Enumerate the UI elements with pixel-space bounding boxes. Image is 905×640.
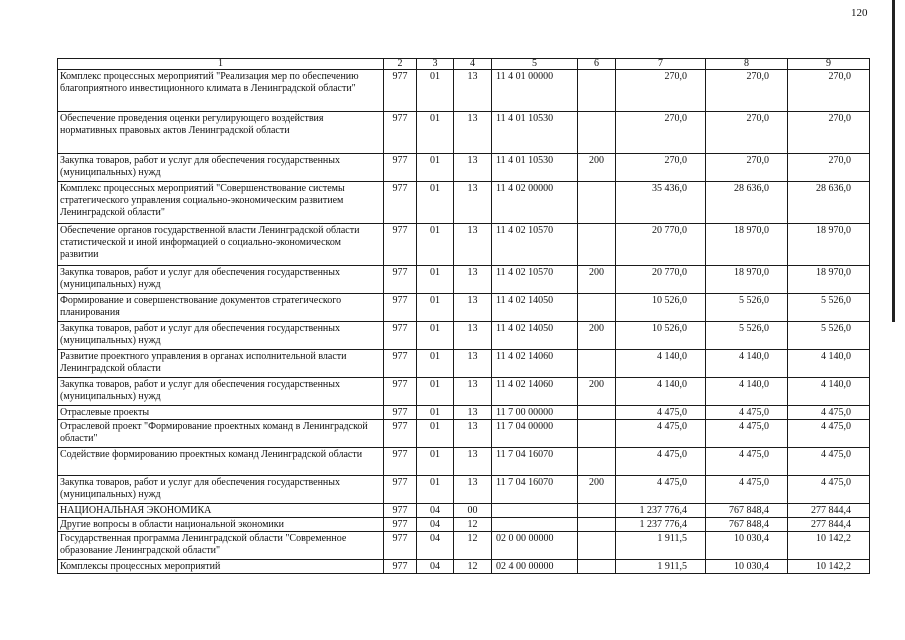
row-name-cell: Содействие формированию проектных команд Ленинградской области [58, 448, 384, 476]
table-row [58, 406, 870, 420]
section-code-cell: 01 [417, 406, 454, 420]
amount-cell-3: 4 140,0 [788, 350, 870, 378]
section-code-cell: 01 [417, 154, 454, 182]
amount-cell-1: 35 436,0 [616, 182, 706, 224]
row-name-cell: Государственная программа Ленинградской области "Современное образование Ленинградской области" [58, 532, 384, 560]
expense-type-cell [578, 112, 616, 154]
amount-cell-2: 18 970,0 [706, 224, 788, 266]
amount-cell-3: 28 636,0 [788, 182, 870, 224]
table-row [58, 224, 870, 266]
expense-type-cell [578, 532, 616, 560]
subsection-code-cell: 13 [454, 448, 492, 476]
section-code-cell: 01 [417, 476, 454, 504]
subsection-code-cell: 13 [454, 350, 492, 378]
section-code-cell: 04 [417, 504, 454, 518]
amount-cell-1: 270,0 [616, 70, 706, 112]
subsection-code-cell: 12 [454, 560, 492, 574]
target-article-cell: 11 4 02 14050 [492, 322, 578, 350]
row-name-cell: Развитие проектного управления в органах исполнительной власти Ленинградской области [58, 350, 384, 378]
amount-cell-2: 5 526,0 [706, 322, 788, 350]
amount-cell-2: 4 475,0 [706, 448, 788, 476]
row-name-cell: Закупка товаров, работ и услуг для обеспечения государственных (муниципальных) нужд [58, 322, 384, 350]
amount-cell-1: 1 911,5 [616, 532, 706, 560]
header-cell: 3 [417, 59, 454, 70]
amount-cell-2: 4 475,0 [706, 406, 788, 420]
target-article-cell [492, 518, 578, 532]
target-article-cell: 11 4 02 00000 [492, 182, 578, 224]
header-cell: 9 [788, 59, 870, 70]
amount-cell-1: 270,0 [616, 112, 706, 154]
subsection-code-cell: 13 [454, 406, 492, 420]
subsection-code-cell: 00 [454, 504, 492, 518]
amount-cell-2: 10 030,4 [706, 532, 788, 560]
row-name-cell: Закупка товаров, работ и услуг для обеспечения государственных (муниципальных) нужд [58, 154, 384, 182]
row-name-cell: Обеспечение проведения оценки регулирующего воздействия нормативных правовых актов Ленинградской области [58, 112, 384, 154]
expense-type-cell [578, 560, 616, 574]
expense-type-cell: 200 [578, 154, 616, 182]
target-article-cell [492, 504, 578, 518]
section-code-cell: 01 [417, 322, 454, 350]
amount-cell-1: 4 475,0 [616, 420, 706, 448]
amount-cell-2: 767 848,4 [706, 504, 788, 518]
subsection-code-cell: 13 [454, 70, 492, 112]
row-name-cell: Отраслевые проекты [58, 406, 384, 420]
expense-type-cell: 200 [578, 266, 616, 294]
expense-type-cell [578, 350, 616, 378]
section-code-cell: 01 [417, 378, 454, 406]
amount-cell-2: 270,0 [706, 154, 788, 182]
ministry-code-cell: 977 [384, 532, 417, 560]
amount-cell-1: 4 140,0 [616, 350, 706, 378]
amount-cell-3: 5 526,0 [788, 294, 870, 322]
target-article-cell: 11 4 01 10530 [492, 112, 578, 154]
target-article-cell: 11 4 02 10570 [492, 224, 578, 266]
amount-cell-1: 4 475,0 [616, 476, 706, 504]
header-cell: 5 [492, 59, 578, 70]
subsection-code-cell: 13 [454, 182, 492, 224]
expense-type-cell [578, 294, 616, 322]
table-row [58, 420, 870, 448]
amount-cell-1: 4 475,0 [616, 448, 706, 476]
ministry-code-cell: 977 [384, 476, 417, 504]
subsection-code-cell: 13 [454, 322, 492, 350]
table-row [58, 266, 870, 294]
expense-type-cell [578, 518, 616, 532]
amount-cell-3: 5 526,0 [788, 322, 870, 350]
row-name-cell: Закупка товаров, работ и услуг для обеспечения государственных (муниципальных) нужд [58, 266, 384, 294]
expense-type-cell: 200 [578, 476, 616, 504]
amount-cell-3: 270,0 [788, 154, 870, 182]
amount-cell-2: 28 636,0 [706, 182, 788, 224]
ministry-code-cell: 977 [384, 322, 417, 350]
row-name-cell: Другие вопросы в области национальной экономики [58, 518, 384, 532]
amount-cell-3: 270,0 [788, 70, 870, 112]
subsection-code-cell: 13 [454, 224, 492, 266]
target-article-cell: 11 7 04 16070 [492, 448, 578, 476]
amount-cell-2: 18 970,0 [706, 266, 788, 294]
amount-cell-3: 4 475,0 [788, 476, 870, 504]
ministry-code-cell: 977 [384, 560, 417, 574]
target-article-cell: 11 4 01 00000 [492, 70, 578, 112]
section-code-cell: 01 [417, 294, 454, 322]
target-article-cell: 11 4 01 10530 [492, 154, 578, 182]
amount-cell-2: 270,0 [706, 70, 788, 112]
table-row [58, 70, 870, 112]
table-row [58, 294, 870, 322]
target-article-cell: 11 4 02 14060 [492, 378, 578, 406]
amount-cell-1: 1 237 776,4 [616, 518, 706, 532]
amount-cell-2: 270,0 [706, 112, 788, 154]
ministry-code-cell: 977 [384, 420, 417, 448]
amount-cell-3: 10 142,2 [788, 560, 870, 574]
table-row [58, 560, 870, 574]
target-article-cell: 11 7 04 00000 [492, 420, 578, 448]
ministry-code-cell: 977 [384, 294, 417, 322]
expense-type-cell [578, 182, 616, 224]
amount-cell-1: 10 526,0 [616, 294, 706, 322]
amount-cell-3: 4 475,0 [788, 448, 870, 476]
ministry-code-cell: 977 [384, 154, 417, 182]
ministry-code-cell: 977 [384, 378, 417, 406]
section-code-cell: 01 [417, 70, 454, 112]
amount-cell-3: 10 142,2 [788, 532, 870, 560]
amount-cell-2: 4 140,0 [706, 350, 788, 378]
ministry-code-cell: 977 [384, 70, 417, 112]
table-row [58, 476, 870, 504]
subsection-code-cell: 13 [454, 266, 492, 294]
table-row [58, 322, 870, 350]
amount-cell-1: 4 475,0 [616, 406, 706, 420]
subsection-code-cell: 13 [454, 378, 492, 406]
target-article-cell: 11 4 02 14050 [492, 294, 578, 322]
section-code-cell: 01 [417, 112, 454, 154]
scan-edge-mark [892, 0, 895, 322]
amount-cell-3: 4 475,0 [788, 406, 870, 420]
section-code-cell: 01 [417, 448, 454, 476]
amount-cell-1: 20 770,0 [616, 266, 706, 294]
target-article-cell: 11 7 00 00000 [492, 406, 578, 420]
amount-cell-2: 4 475,0 [706, 420, 788, 448]
table-row [58, 518, 870, 532]
expense-type-cell [578, 70, 616, 112]
table-row [58, 112, 870, 154]
section-code-cell: 01 [417, 224, 454, 266]
ministry-code-cell: 977 [384, 518, 417, 532]
table-row [58, 448, 870, 476]
amount-cell-3: 270,0 [788, 112, 870, 154]
amount-cell-1: 1 911,5 [616, 560, 706, 574]
row-name-cell: НАЦИОНАЛЬНАЯ ЭКОНОМИКА [58, 504, 384, 518]
header-cell: 7 [616, 59, 706, 70]
subsection-code-cell: 13 [454, 294, 492, 322]
row-name-cell: Закупка товаров, работ и услуг для обеспечения государственных (муниципальных) нужд [58, 476, 384, 504]
amount-cell-3: 4 140,0 [788, 378, 870, 406]
amount-cell-2: 10 030,4 [706, 560, 788, 574]
table-row [58, 154, 870, 182]
amount-cell-3: 4 475,0 [788, 420, 870, 448]
amount-cell-2: 5 526,0 [706, 294, 788, 322]
amount-cell-1: 20 770,0 [616, 224, 706, 266]
header-cell: 1 [58, 59, 384, 70]
amount-cell-2: 4 140,0 [706, 378, 788, 406]
subsection-code-cell: 13 [454, 112, 492, 154]
ministry-code-cell: 977 [384, 504, 417, 518]
subsection-code-cell: 13 [454, 476, 492, 504]
amount-cell-3: 18 970,0 [788, 224, 870, 266]
row-name-cell: Комплекс процессных мероприятий "Реализация мер по обеспечению благоприятного инвестиционного климата в Ленинградской области" [58, 70, 384, 112]
table-row [58, 532, 870, 560]
subsection-code-cell: 12 [454, 518, 492, 532]
header-cell: 8 [706, 59, 788, 70]
ministry-code-cell: 977 [384, 350, 417, 378]
ministry-code-cell: 977 [384, 224, 417, 266]
row-name-cell: Обеспечение органов государственной власти Ленинградской области статистической и иной информацией о социально-экономическом развитии [58, 224, 384, 266]
ministry-code-cell: 977 [384, 406, 417, 420]
page-number: 120 [851, 7, 868, 19]
section-code-cell: 01 [417, 350, 454, 378]
row-name-cell: Закупка товаров, работ и услуг для обеспечения государственных (муниципальных) нужд [58, 378, 384, 406]
table-row [58, 504, 870, 518]
subsection-code-cell: 12 [454, 532, 492, 560]
amount-cell-1: 10 526,0 [616, 322, 706, 350]
header-cell: 6 [578, 59, 616, 70]
expense-type-cell: 200 [578, 322, 616, 350]
subsection-code-cell: 13 [454, 420, 492, 448]
section-code-cell: 04 [417, 560, 454, 574]
target-article-cell: 11 7 04 16070 [492, 476, 578, 504]
amount-cell-1: 4 140,0 [616, 378, 706, 406]
header-cell: 4 [454, 59, 492, 70]
section-code-cell: 01 [417, 182, 454, 224]
ministry-code-cell: 977 [384, 448, 417, 476]
header-cell: 2 [384, 59, 417, 70]
ministry-code-cell: 977 [384, 182, 417, 224]
table-row [58, 182, 870, 224]
table-header-row [58, 59, 870, 70]
section-code-cell: 04 [417, 518, 454, 532]
expense-type-cell [578, 420, 616, 448]
budget-table [57, 58, 870, 574]
amount-cell-3: 18 970,0 [788, 266, 870, 294]
expense-type-cell [578, 406, 616, 420]
row-name-cell: Отраслевой проект "Формирование проектных команд в Ленинградской области" [58, 420, 384, 448]
subsection-code-cell: 13 [454, 154, 492, 182]
row-name-cell: Комплекс процессных мероприятий "Совершенствование системы стратегического управления социально-экономическим развитием Ленинградской области" [58, 182, 384, 224]
table-row [58, 378, 870, 406]
amount-cell-1: 270,0 [616, 154, 706, 182]
amount-cell-3: 277 844,4 [788, 518, 870, 532]
expense-type-cell [578, 224, 616, 266]
target-article-cell: 11 4 02 10570 [492, 266, 578, 294]
target-article-cell: 11 4 02 14060 [492, 350, 578, 378]
amount-cell-2: 767 848,4 [706, 518, 788, 532]
ministry-code-cell: 977 [384, 112, 417, 154]
amount-cell-2: 4 475,0 [706, 476, 788, 504]
expense-type-cell [578, 504, 616, 518]
expense-type-cell: 200 [578, 378, 616, 406]
target-article-cell: 02 0 00 00000 [492, 532, 578, 560]
row-name-cell: Формирование и совершенствование документов стратегического планирования [58, 294, 384, 322]
section-code-cell: 01 [417, 420, 454, 448]
amount-cell-1: 1 237 776,4 [616, 504, 706, 518]
table-row [58, 350, 870, 378]
target-article-cell: 02 4 00 00000 [492, 560, 578, 574]
ministry-code-cell: 977 [384, 266, 417, 294]
section-code-cell: 04 [417, 532, 454, 560]
expense-type-cell [578, 448, 616, 476]
amount-cell-3: 277 844,4 [788, 504, 870, 518]
section-code-cell: 01 [417, 266, 454, 294]
row-name-cell: Комплексы процессных мероприятий [58, 560, 384, 574]
